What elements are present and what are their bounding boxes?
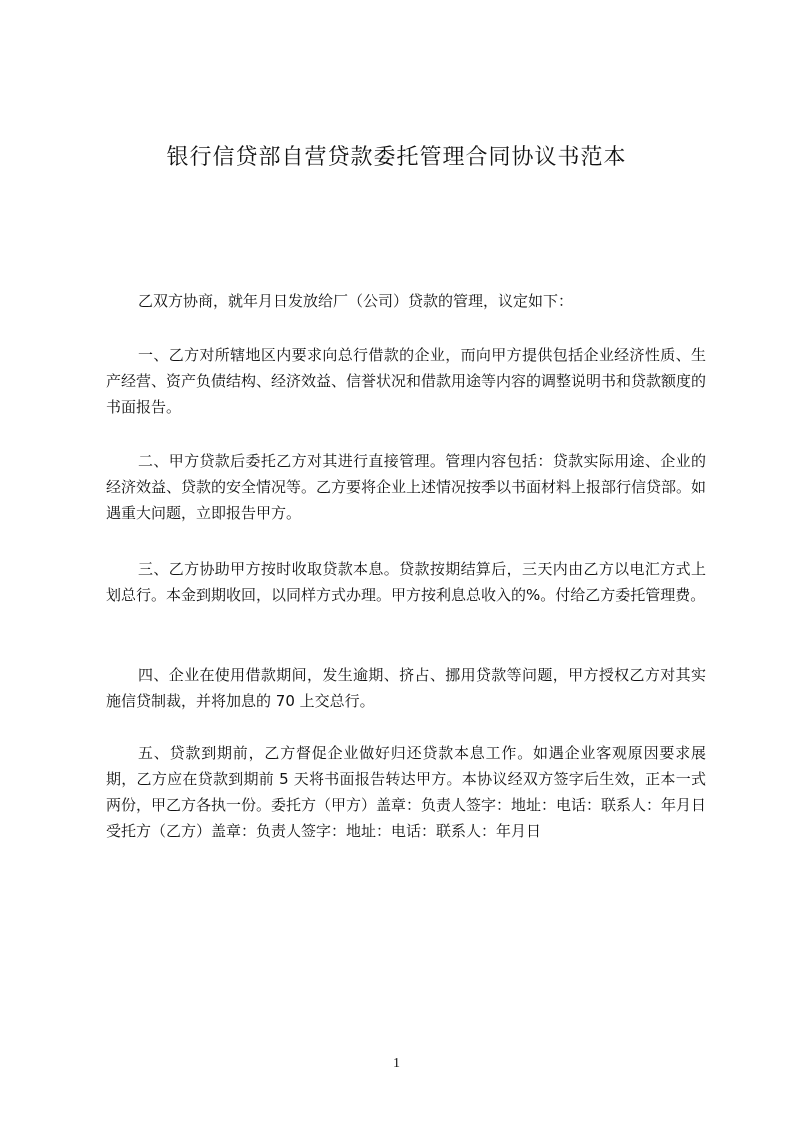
intro-paragraph: 乙双方协商，就年月日发放给厂（公司）贷款的管理，议定如下：: [138, 292, 574, 310]
clause-paragraph-5: 五、贷款到期前，乙方督促企业做好归还贷款本息工作。如遇企业客观原因要求展期，乙方应在贷款到期前 5 天将书面报告转达甲方。本协议经双方签字后生效，正本一式两份，甲乙方各执一份。委托方（甲方）盖章：负责人签字：地址：电话：联系人：年月日受托方（乙方）盖章：负责人签字：地址：电话：联系人：年月日: [106, 744, 707, 840]
clause-paragraph-4: 四、企业在使用借款期间，发生逾期、挤占、挪用贷款等问题，甲方授权乙方对其实施信贷制裁，并将加息的 70 上交总行。: [106, 666, 706, 710]
page-number: 1: [393, 1056, 400, 1071]
clause-paragraph-3: 三、乙方协助甲方按时收取贷款本息。贷款按期结算后，三天内由乙方以电汇方式上划总行。本金到期收回，以同样方式办理。甲方按利息总收入的%。付给乙方委托管理费。: [106, 560, 706, 604]
document-title: 银行信贷部自营贷款委托管理合同协议书范本: [166, 145, 627, 170]
clause-paragraph-1: 一、乙方对所辖地区内要求向总行借款的企业，而向甲方提供包括企业经济性质、生产经营、资产负债结构、经济效益、信誉状况和借款用途等内容的调整说明书和贷款额度的书面报告。: [106, 346, 707, 416]
clause-paragraph-2: 二、甲方贷款后委托乙方对其进行直接管理。管理内容包括：贷款实际用途、企业的经济效益、贷款的安全情况等。乙方要将企业上述情况按季以书面材料上报部行信贷部。如遇重大问题，立即报告甲方。: [106, 452, 707, 522]
